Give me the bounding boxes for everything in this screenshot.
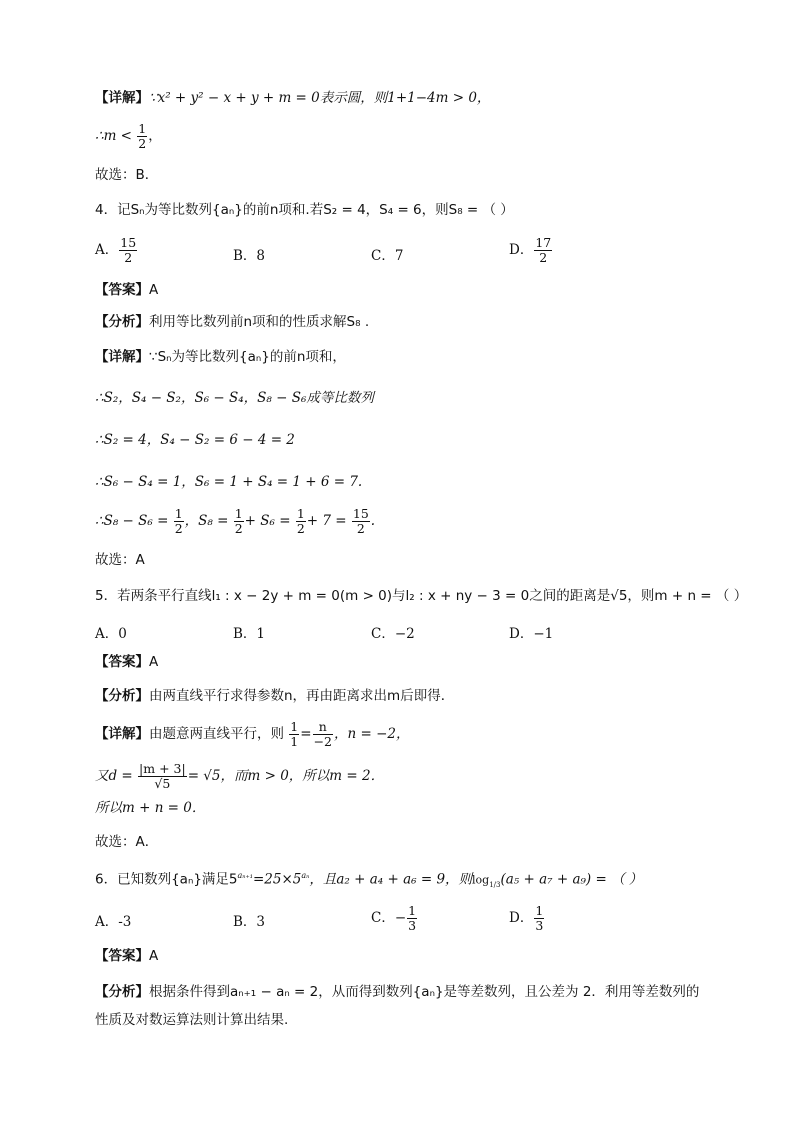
option-c: C．− $\frac{1}{3}$ (371, 903, 417, 933)
question-5-options (95, 622, 705, 644)
answer-choice-line: 故选：A． (95, 834, 159, 850)
step-line: 又d = $\frac{|m + 3|}{√5}$ = √5，而m > 0，所以m = 2． (95, 761, 385, 791)
question-6-options (95, 904, 705, 938)
answer-line: 【答案】A (95, 282, 159, 298)
step-line: ∴S₆ − S₄ = 1，S₆ = 1 + S₄ = 1 + 6 = 7. (95, 474, 363, 490)
option-d: D． $\frac{1}{3}$ (509, 903, 544, 933)
option-c: C．−2 (371, 626, 415, 642)
option-d: D．−1 (509, 626, 554, 642)
analysis-line: 【分析】利用等比数列前n项和的性质求解S₈ . (95, 314, 370, 330)
answer-line: 【答案】A (95, 948, 159, 964)
detail-line (95, 88, 490, 108)
detail-line: 【详解】由题意两直线平行，则 $\frac{1}{1}$ = $\frac{n}{-2}$ ，n = −2， (95, 719, 410, 749)
option-b: B．3 (233, 914, 266, 930)
option-a: A．0 (95, 626, 127, 642)
step-line: ∴S₈ − S₆ = $\frac{1}{2}$ ，S₈ = $\frac{1}{2}$ + S₆ = $\frac{1}{2}$ + 7 = $\frac{15}{2}$ . (95, 506, 376, 536)
answer-line: 【答案】A (95, 654, 159, 670)
answer-choice-line: 故选：A (95, 552, 145, 568)
inequality-line: ∴m < $\frac{1}{2}$ ， (95, 121, 162, 151)
question-5: 5．若两条平行直线l₁ : x − 2y + m = 0(m > 0)与l₂ : x + ny − 3 = 0之间的距离是√5，则m + n = （ ） (95, 588, 748, 604)
analysis-paragraph: 【分析】根据条件得到aₙ₊₁ − aₙ = 2，从而得到数列{aₙ}是等差数列，且公差为 2．利用等差数列的性质及对数运算法则计算出结果. (95, 984, 700, 1028)
question-6: 6．已知数列{aₙ}满足$5^{a_{n+1}}=25\times 5^{a_n}$，且a₂ + a₄ + a₆ = 9，则$\log_{1/3}(a_5 + a_7 + a_9)$ = （ ） (95, 871, 643, 890)
answer-choice-line: 故选：B． (95, 167, 159, 183)
step-line: ∴S₂ = 4，S₄ − S₂ = 6 − 4 = 2 (95, 432, 295, 448)
analysis-line: 【分析】由两直线平行求得参数n，再由距离求出m后即得． (95, 688, 455, 704)
inequality-text: ∴m < (95, 128, 132, 144)
option-a: A．-3 (95, 914, 132, 930)
option-b: B．8 (233, 248, 266, 264)
question-4-options (95, 236, 705, 270)
fraction-one-half: $\frac{1}{2}$ (138, 121, 147, 151)
detail-text: ∵x² + y² − x + y + m = 0表示圆，则1+1−4m > 0， (149, 90, 491, 106)
detail-line: 【详解】∵Sₙ为等比数列{aₙ}的前n项和， (95, 349, 346, 365)
detail-tag: 【详解】 (95, 90, 149, 106)
question-4: 4．记Sₙ为等比数列{aₙ}的前n项和.若S₂ = 4，S₄ = 6，则S₈ = （ ） (95, 202, 514, 218)
option-d: D． $\frac{17}{2}$ (509, 235, 552, 265)
step-line: ∴S₂，S₄ − S₂，S₆ − S₄，S₈ − S₆成等比数列 (95, 390, 374, 406)
option-c: C．7 (371, 248, 404, 264)
step-line: 所以m + n = 0． (95, 800, 206, 816)
option-a: A． $\frac{15}{2}$ (95, 235, 137, 265)
option-b: B．1 (233, 626, 266, 642)
